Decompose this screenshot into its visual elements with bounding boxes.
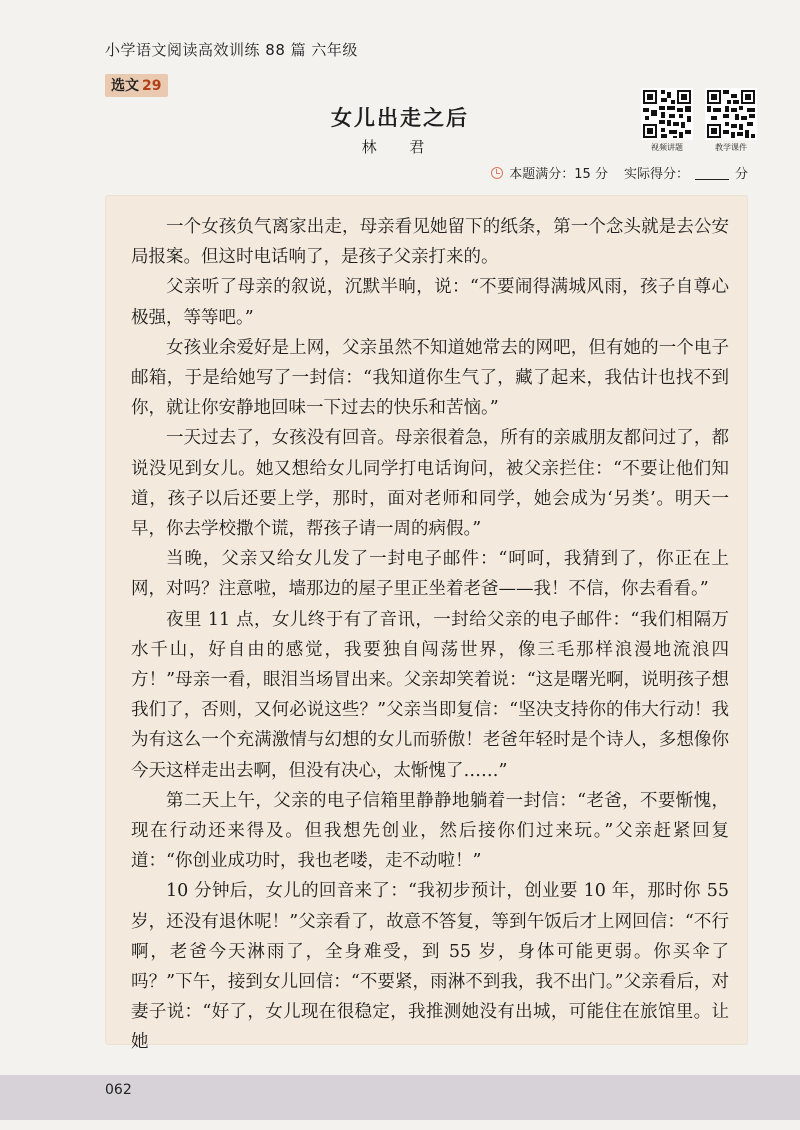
qr-code-group [640, 88, 758, 153]
paragraph: 第二天上午，父亲的电子信箱里静静地躺着一封信：“老爸，不要惭愧，现在行动还来得及。但我想先创业，然后接你们过来玩。”父亲赶紧回复道：“你创业成功时，我也老喽，走不动啦！” [131, 790, 729, 872]
actual-score-blank[interactable] [695, 166, 729, 180]
score-line [491, 163, 748, 182]
qr-video-label: 视频讲题 [651, 143, 683, 152]
paragraph: 夜里 11 点，女儿终于有了音讯，一封给父亲的电子邮件：“我们相隔万水千山，好自由的感觉，我要独自闯荡世界，像三毛那样浪漫地流浪四方！”母亲一看，眼泪当场冒出来。父亲却笑着说：“这是曙光啊，说明孩子想我们了，否则，又何必说这些？”父亲当即复信：“坚决支持你的伟大行动！我为有这么一个充满激情与幻想的女儿而骄傲！老爸年轻时是个诗人，多想像你今天这样走出去啊，但没有决心，太惭愧了……” [131, 609, 729, 781]
score-unit: 分 [734, 167, 748, 182]
paragraph: 一天过去了，女孩没有回音。母亲很着急，所有的亲戚朋友都问过了，都说没见到女儿。她又想给女儿同学打电话询问，被父亲拦住：“不要让他们知道，孩子以后还要上学，那时，面对老师和同学，她会成为‘另类’。明天一早，你去学校撒个谎，帮孩子请一周的病假。” [131, 428, 729, 540]
qr-video[interactable] [640, 88, 694, 153]
article-body [131, 212, 729, 1058]
paragraph: 女孩业余爱好是上网，父亲虽然不知道她常去的网吧，但有她的一个电子邮箱，于是给她写了一封信：“我知道你生气了，藏了起来，我估计也找不到你，就让你安静地回味一下过去的快乐和苦恼。” [131, 337, 729, 419]
paragraph: 10 分钟后，女儿的回音来了：“我初步预计，创业要 10 年，那时你 55 岁，还没有退休呢！”父亲看了，故意不答复，等到午饭后才上网回信：“不行啊，老爸今天淋雨了，全身难受，到 55 岁，身体可能更弱。你买伞了吗？”下午，接到女儿回信：“不要紧，雨淋不到我，我不出门。”父亲看后，对妻子说：“好了，女儿现在很稳定，我推测她没有出城，可能住在旅馆里。让她 [131, 881, 729, 1053]
article-title: 女儿出走之后 [331, 106, 469, 130]
book-header: 小学语文阅读高效训练 88 篇 六年级 [105, 41, 358, 59]
selection-number: 29 [142, 78, 162, 94]
qr-code-icon [641, 88, 693, 140]
selection-tag [105, 74, 168, 97]
qr-courseware-label: 教学课件 [715, 143, 747, 152]
paragraph: 一个女孩负气离家出走，母亲看见她留下的纸条，第一个念头就是去公安局报案。但这时电话响了，是孩子父亲打来的。 [131, 217, 729, 268]
qr-code-icon [705, 88, 757, 140]
qr-courseware[interactable] [704, 88, 758, 153]
paragraph: 当晚，父亲又给女儿发了一封电子邮件：“呵呵，我猜到了，你正在上网，对吗？注意啦，墙那边的屋子里正坐着老爸——我！不信，你去看看。” [131, 549, 729, 600]
paragraph: 父亲听了母亲的叙说，沉默半晌，说：“不要闹得满城风雨，孩子自尊心极强，等等吧。” [131, 277, 729, 328]
full-score: 本题满分：15 分 [509, 167, 608, 182]
clock-icon [491, 167, 503, 179]
article-author: 林 君 [361, 138, 439, 156]
page-number: 062 [105, 1082, 132, 1098]
selection-prefix: 选文 [111, 78, 139, 94]
actual-score-label: 实际得分： [623, 167, 689, 182]
